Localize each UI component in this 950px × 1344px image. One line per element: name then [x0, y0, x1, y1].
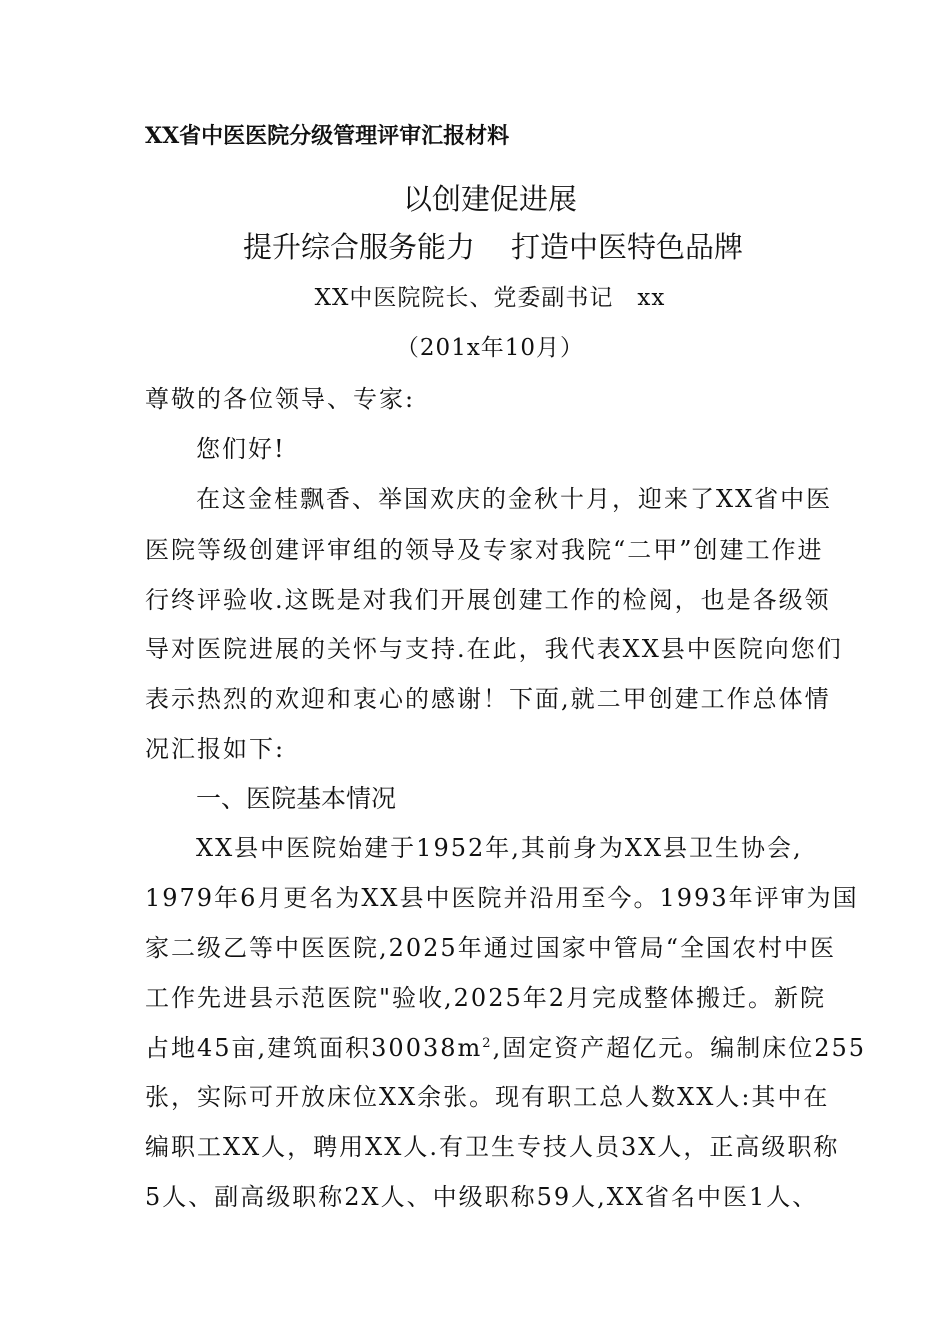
subtitle-part-1: 提升综合服务能力	[243, 230, 476, 264]
section-line: 编职工XX人，聘用XX人.有卫生专技人员3X人，正高级职称	[145, 1133, 840, 1161]
date-line: （201x年10月）	[395, 335, 585, 361]
intro-line: 在这金桂飘香、举国欢庆的金秋十月，迎来了XX省中医	[196, 485, 833, 513]
section-line: 家二级乙等中医医院,2025年通过国家中管局“全国农村中医	[145, 934, 836, 962]
section-line: 工作先进县示范医院"验收,2025年2月完成整体搬迁。新院	[145, 984, 827, 1012]
document-label: XX省中医医院分级管理评审汇报材料	[145, 123, 510, 149]
section-line: 5人、副高级职称2X人、中级职称59人,XX省名中医1人、	[145, 1183, 819, 1211]
greeting: 您们好!	[196, 435, 286, 463]
superscript-2: 2	[482, 1036, 493, 1051]
section-line-tail: ,固定资产超亿元。编制床位255	[492, 1034, 866, 1062]
section-line: 1979年6月更名为XX县中医院并沿用至今。1993年评审为国	[145, 884, 859, 912]
intro-line: 行终评验收.这既是对我们开展创建工作的检阅，也是各级领	[145, 586, 831, 614]
subtitle-part-2: 打造中医特色品牌	[511, 230, 744, 264]
intro-line: 医院等级创建评审组的领导及专家对我院“二甲”创建工作进	[145, 536, 824, 564]
intro-line: 导对医院进展的关怀与支持.在此，我代表XX县中医院向您们	[145, 635, 843, 663]
intro-line: 况汇报如下:	[145, 735, 286, 763]
main-title: 以创建促进展	[402, 182, 577, 216]
subtitle	[243, 230, 744, 264]
section-line	[145, 1036, 866, 1060]
intro-line: 表示热烈的欢迎和衷心的感谢！下面,就二甲创建工作总体情	[145, 685, 831, 713]
section-line: XX县中医院始建于1952年,其前身为XX县卫生协会,	[196, 834, 803, 862]
salutation: 尊敬的各位领导、专家:	[145, 385, 416, 413]
author-line: XX中医院院长、党委副书记 xx	[314, 285, 666, 311]
section-line: 张，实际可开放床位XX余张。现有职工总人数XX人:其中在	[145, 1083, 830, 1111]
section-heading: 一、医院基本情况	[196, 784, 397, 813]
section-line-text: 占地45亩,建筑面积30038m	[145, 1034, 483, 1062]
